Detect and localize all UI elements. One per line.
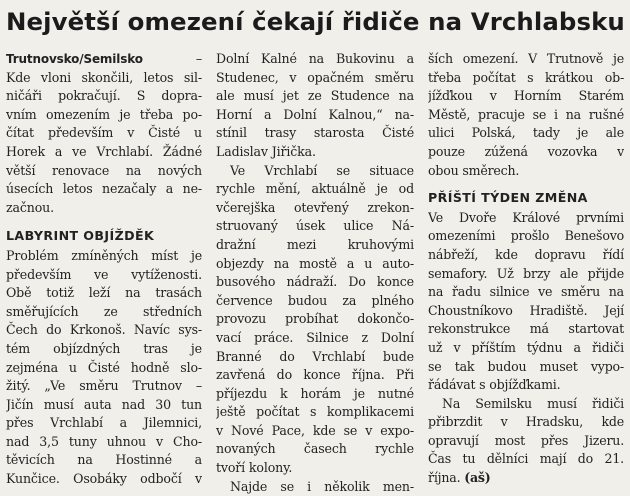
subheading: LABYRINT OBJÍŽDĚK bbox=[6, 228, 155, 244]
column-1 bbox=[6, 50, 202, 489]
text-line: struovaný úsek ulice Ná- bbox=[216, 218, 414, 234]
text-line: ale musí jet ze Studence na bbox=[216, 88, 414, 104]
lead-line: Trutnovsko/Semilsko – bbox=[6, 51, 202, 66]
dateline: Trutnovsko/Semilsko bbox=[6, 52, 143, 66]
text-line: objezdy na mostě a u auto- bbox=[216, 255, 414, 271]
text-line: vací práce. Silnice z Dolní bbox=[216, 329, 414, 345]
text-line: v Nové Pace, kde se v expo- bbox=[216, 422, 414, 438]
text-line: rychle mění, aktuálně je od bbox=[216, 181, 414, 197]
text-line: října. (aš) bbox=[428, 470, 491, 486]
column-2 bbox=[216, 50, 414, 496]
text-line: tvoří kolony. bbox=[216, 460, 293, 476]
text-line: těvicích na Hostinné a bbox=[6, 452, 202, 468]
text-line: tém objízdných tras je bbox=[6, 340, 202, 356]
text-line: Čas tu dělníci mají do 21. bbox=[428, 451, 624, 467]
text-line: rekonstrukce má startovat bbox=[428, 321, 624, 337]
text-line: na řadu silnice ve směru na bbox=[428, 284, 624, 300]
text-line: Kde vloni skončili, letos sil- bbox=[6, 69, 202, 85]
subheading: PŘÍŠTÍ TÝDEN ZMĚNA bbox=[428, 190, 588, 206]
text-line: Horní a Dolní Kalnou,“ na- bbox=[216, 106, 414, 122]
text-line: včerejška otevřený zrekon- bbox=[216, 199, 414, 215]
text-line: nábřeží, kde dopravu řídí bbox=[428, 246, 624, 262]
text-line: úsecích letos nezačaly a ne- bbox=[6, 181, 202, 197]
text-line: Městě, pracuje se i na rušné bbox=[428, 106, 624, 122]
text-line: jížďkou v Horním Starém bbox=[428, 88, 624, 104]
text-line: nad 3,5 tuny uhnou v Cho- bbox=[6, 433, 202, 449]
text-line: ulici Polská, tady je ale bbox=[428, 125, 624, 141]
text-line: třeba počítat s krátkou ob- bbox=[428, 69, 624, 85]
text-line: Ladislav Jiřička. bbox=[216, 143, 316, 159]
text-line: příjezdu k horám je nutné bbox=[216, 385, 414, 401]
text-line: ničáři pokračují. S dopra- bbox=[6, 88, 202, 104]
text-line: Najde se i několik men- bbox=[230, 478, 414, 494]
text-line: opravují most přes Jizeru. bbox=[428, 432, 624, 448]
text-line: větší renovace na nových bbox=[6, 162, 202, 178]
text-line: obou směrech. bbox=[428, 162, 520, 178]
text-line: Dolní Kalné na Bukovinu a bbox=[216, 51, 414, 66]
text-line: ších omezení. V Trutnově je bbox=[428, 51, 624, 66]
text-line: zavřená do konce října. Při bbox=[216, 367, 414, 383]
text-line: Ve Vrchlabí se situace bbox=[230, 162, 414, 178]
text-line: Jičín musí auta nad 30 tun bbox=[6, 396, 202, 412]
text-line: vním omezením je třeba po- bbox=[6, 106, 202, 122]
text-line: zejména u Čisté hodně slo- bbox=[6, 359, 202, 375]
text-line: řádávat s objížďkami. bbox=[428, 377, 561, 393]
text-line: Ve Dvoře Králové prvními bbox=[428, 209, 624, 225]
text-line: žitý. „Ve směru Trutnov – bbox=[6, 378, 202, 394]
text-line: stínil trasy starosta Čisté bbox=[216, 125, 414, 141]
text-line: Horek a ve Vrchlabí. Žádné bbox=[6, 143, 202, 159]
text-line: dražní mezi kruhovými bbox=[216, 236, 414, 252]
text-line: přes Vrchlabí a Jilemnici, bbox=[6, 415, 202, 431]
headline: Největší omezení čekají řidiče na Vrchlabsku bbox=[6, 7, 625, 36]
text-line: začnou. bbox=[6, 199, 54, 215]
column-3 bbox=[428, 50, 624, 488]
text-line: Branné do Vrchlabí bude bbox=[216, 348, 414, 364]
text-line: přibrzdit v Hradsku, kde bbox=[428, 414, 624, 430]
text-line: busového nádraží. Do konce bbox=[216, 274, 414, 290]
text-line: se tak budou muset vypo- bbox=[428, 358, 624, 374]
text-line: Kunčice. Osobáky odbočí v bbox=[6, 471, 202, 487]
text-line: omezeními prošlo Benešovo bbox=[428, 228, 624, 244]
text-line: směřujících ze středních bbox=[6, 303, 202, 319]
text-line: čítat především v Čisté u bbox=[6, 125, 202, 141]
text-line: Problém zmíněných míst je bbox=[6, 247, 202, 263]
text-line: semafory. Už brzy ale přijde bbox=[428, 265, 624, 281]
text-line: Čech do Krkonoš. Navíc sys- bbox=[6, 322, 202, 338]
text-line: už v příštím týdnu a řidiči bbox=[428, 339, 624, 355]
text-line: novaných časech rychle bbox=[216, 441, 414, 457]
text-line: především ve vytíženosti. bbox=[6, 266, 202, 282]
author-signature: (aš) bbox=[464, 470, 491, 486]
text-line: pouze zúžená vozovka v bbox=[428, 143, 624, 159]
text-line: července budou za plného bbox=[216, 292, 414, 308]
text-line: Na Semilsku musí řidiči bbox=[442, 395, 624, 411]
text-line: Choustníkovo Hradiště. Její bbox=[428, 302, 624, 318]
text-line: Obě totiž leží na trasách bbox=[6, 285, 202, 301]
text-line: ještě počítat s komplikacemi bbox=[216, 404, 414, 420]
text-line: Studenec, v opačném směru bbox=[216, 69, 414, 85]
text-line: provozu probíhat dokončo- bbox=[216, 311, 414, 327]
